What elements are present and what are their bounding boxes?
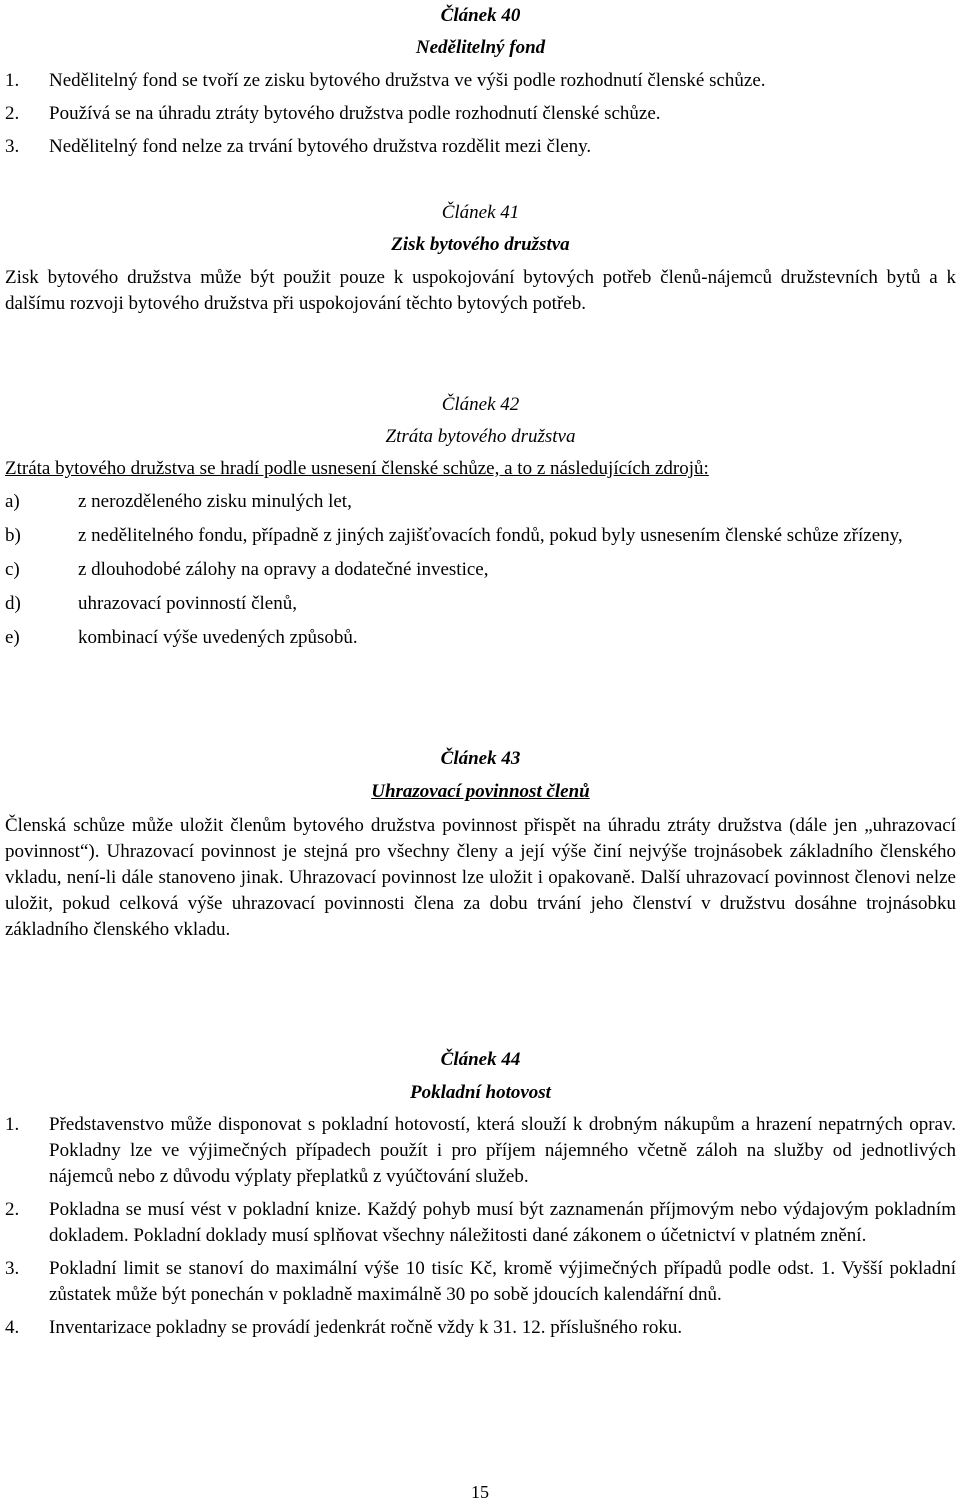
article-43-text: Členská schůze může uložit členům bytového družstva povinnost přispět na úhradu ztráty družstva (dále jen „uhrazovací povinnost“). Uhrazovací povinnost je stejná pro všechny členy a její výše činí nejvýše trojnásobek základního členského vkladu, není-li dále stanoveno jinak. Uhrazovací povinnost lze uložit i opakovaně. Další uhrazovací povinnost členovi nelze uložit, pokud celková výše uhrazovací povinnosti člena za dobu trvání jeho členství v družstvu dosáhne trojnásobku základního členského vkladu. (5, 815, 956, 940)
list-item (5, 1315, 956, 1341)
list-item (5, 523, 956, 549)
article-41-title: Zisk bytového družstva (391, 234, 570, 255)
item-number: 2. (5, 103, 20, 124)
article-43-title: Uhrazovací povinnost členů (371, 781, 590, 802)
item-number: 3. (5, 1258, 20, 1279)
item-text: kombinací výše uvedených způsobů. (78, 627, 358, 648)
article-44-title: Pokladní hotovost (410, 1082, 551, 1103)
item-text: z nerozděleného zisku minulých let, (78, 491, 352, 512)
item-text: Představenstvo může disponovat s pokladní hotovostí, která slouží k drobným nákupům a hrazení nepatrných oprav. Pokladny lze ve výjimečných případech použít i pro příjem nájemného včetně záloh na služby od jednotlivých nájemců nebo z důvodu výplaty přeplatků z vyúčtování služeb. (49, 1114, 956, 1187)
item-number: 1. (5, 70, 20, 91)
list-item (5, 489, 956, 515)
item-letter: c) (5, 559, 20, 580)
item-letter: b) (5, 525, 21, 546)
item-text: z dlouhodobé zálohy na opravy a dodatečné investice, (78, 559, 489, 580)
item-text: Nedělitelný fond se tvoří ze zisku bytového družstva ve výši podle rozhodnutí členské schůze. (49, 70, 766, 91)
item-text: Používá se na úhradu ztráty bytového družstva podle rozhodnutí členské schůze. (49, 103, 661, 124)
article-42-list (5, 489, 956, 659)
list-item (5, 1256, 956, 1308)
list-item (5, 625, 956, 651)
list-item (5, 1112, 956, 1190)
list-item (5, 101, 956, 127)
article-41-text: Zisk bytového družstva může být použit pouze k uspokojování bytových potřeb členů-nájemců družstevních bytů a k dalšímu rozvoji bytového družstva při uspokojování těchto bytových potřeb. (5, 267, 956, 314)
article-40-list (5, 68, 956, 167)
list-item (5, 591, 956, 617)
item-number: 3. (5, 136, 20, 157)
article-44-list (5, 1112, 956, 1348)
item-number: 1. (5, 1114, 20, 1135)
article-42-number: Článek 42 (441, 394, 520, 415)
article-40-number: Článek 40 (440, 5, 521, 26)
item-letter: d) (5, 593, 21, 614)
article-42-title: Ztráta bytového družstva (385, 426, 576, 447)
list-item (5, 68, 956, 94)
page-number: 15 (471, 1482, 489, 1502)
article-44-number: Článek 44 (440, 1049, 521, 1070)
item-text: Inventarizace pokladny se provádí jedenkrát ročně vždy k 31. 12. příslušného roku. (49, 1317, 683, 1338)
item-number: 2. (5, 1199, 20, 1220)
item-text: Nedělitelný fond nelze za trvání bytového družstva rozdělit mezi členy. (49, 136, 592, 157)
item-letter: e) (5, 627, 20, 648)
item-number: 4. (5, 1317, 20, 1338)
article-41-number: Článek 41 (441, 202, 520, 223)
list-item (5, 1197, 956, 1249)
list-item (5, 557, 956, 583)
item-text: Pokladní limit se stanoví do maximální výše 10 tisíc Kč, kromě výjimečných případů podle odst. 1. Vyšší pokladní zůstatek může být ponechán v pokladně maximálně 30 po sobě jdoucích kalendářní dnů. (49, 1258, 956, 1305)
article-42-intro: Ztráta bytového družstva se hradí podle usnesení členské schůze, a to z následujících zdrojů: (5, 458, 709, 479)
article-40-title: Nedělitelný fond (415, 37, 546, 58)
article-43-number: Článek 43 (440, 748, 521, 769)
item-text: z nedělitelného fondu, případně z jiných zajišťovacích fondů, pokud byly usnesením členské schůze zřízeny, (78, 525, 903, 546)
item-letter: a) (5, 491, 20, 512)
item-text: uhrazovací povinností členů, (78, 593, 297, 614)
item-text: Pokladna se musí vést v pokladní knize. Každý pohyb musí být zaznamenán příjmovým nebo výdajovým pokladním dokladem. Pokladní doklady musí splňovat všechny náležitosti dané zákonem o účetnictví v platném znění. (49, 1199, 956, 1246)
list-item (5, 134, 956, 160)
